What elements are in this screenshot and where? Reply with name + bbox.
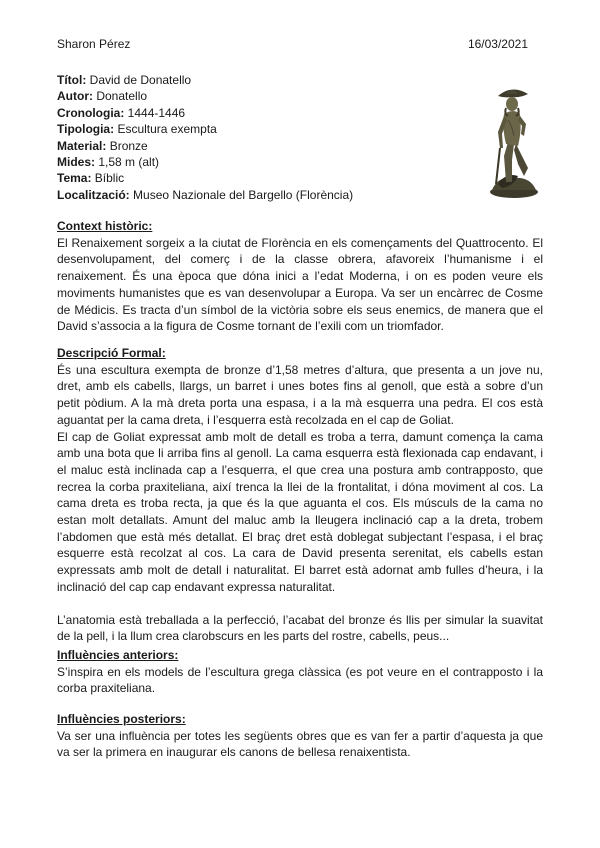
field-location: Localització: Museo Nazionale del Bargello (Florència) [57,187,354,202]
paragraph: S’inspira en els models de l’escultura grega clàssica (es pot veure en el contrapposto i la corba praxiteliana. [57,664,543,696]
paragraph: El Renaixement sorgeix a la ciutat de Florència en els començaments del Quattrocento. El desenvolupament, del comerç i de la classe obrera, afavoreix l’humanisme i el renaixement. És una època que dóna inici a l’edat Moderna, i on es poden veure els moviments humanistes que es van desenvolupar a Europa. Va ser un encàrrec de Cosme de Médicis. Es tracta d’un símbol de la victòria sobre els seus enemics, de manera que el David s’associa a la figura de Cosme tornant de l’exili com un triomfador. [57,235,543,334]
section-historical-context [57,218,543,335]
section-previous-influences [57,647,543,697]
document-date: 16/03/2021 [467,37,528,51]
author-name: Sharon Pérez [57,37,131,51]
field-title: Títol: David de Donatello [57,73,192,87]
section-heading: Influències anteriors: [57,648,179,662]
section-formal-description [57,345,543,645]
artwork-metadata [57,72,353,203]
paragraph: El cap de Goliat expressat amb molt de detall es troba a terra, damunt comença la cama amb una bota que li arriba fins al genoll. La cama esquerra està flexionada cap endavant, i el maluc està inclinada cap a l’esquerra, el que crea una postura amb contrapposto, que recrea la corba praxiteliana, així trenca la llei de la frontalitat, i dóna moviment al cos. La cama dreta es troba recta, ja que és la que aguanta el cos. Els músculs de la cama no estan molt detallats. Amunt del maluc amb la lleugera inclinació cap a la dreta, trobem l’abdomen que està més detallat. El braç dret està doblegat subjectant l’espasa, i el braç esquerre està recolzat al cos. La cara de David presenta serenitat, els cabells estan expressats amb molt de detall i naturalitat. El barret està adornat amb fulles d’heura, i la inclinació del cap cap endavant expressa naturalitat. [57,429,543,594]
section-heading: Context històric: [57,219,153,233]
section-heading: Influències posteriors: [57,712,186,726]
paragraph: L’anatomia està treballada a la perfecció, l’acabat del bronze és llis per simular la suavitat de la pell, i la llum crea clarobscurs en les parts del rostre, cabells, peus... [57,612,543,644]
section-heading: Descripció Formal: [57,346,166,360]
field-material: Material: Bronze [57,138,148,153]
section-later-influences [57,711,543,761]
field-typology: Tipologia: Escultura exempta [57,122,217,137]
field-author: Autor: Donatello [57,89,148,104]
field-chronology: Cronologia: 1444-1446 [57,105,186,120]
statue-icon [484,64,544,200]
paragraph: És una escultura exempta de bronze d’1,58 metres d’altura, que presenta a un jove nu, dret, amb els cabells, llargs, un barret i unes botes fins al genoll, que està a sobre d’un petit pòdium. A la mà dreta porta una espasa, i a la mà esquerra una pedra. El cos està aguantat per la cama dreta, i l’esquerra està recolzada en el cap de Goliat. [57,362,543,427]
field-theme: Tema: Bíblic [57,171,125,186]
field-size: Mides: 1,58 m (alt) [57,155,160,170]
paragraph: Va ser una influència per totes les següents obres que es van fer a partir d’aquesta ja que va ser la primera en inaugurar els canons de bellesa renaixentista. [57,728,543,760]
